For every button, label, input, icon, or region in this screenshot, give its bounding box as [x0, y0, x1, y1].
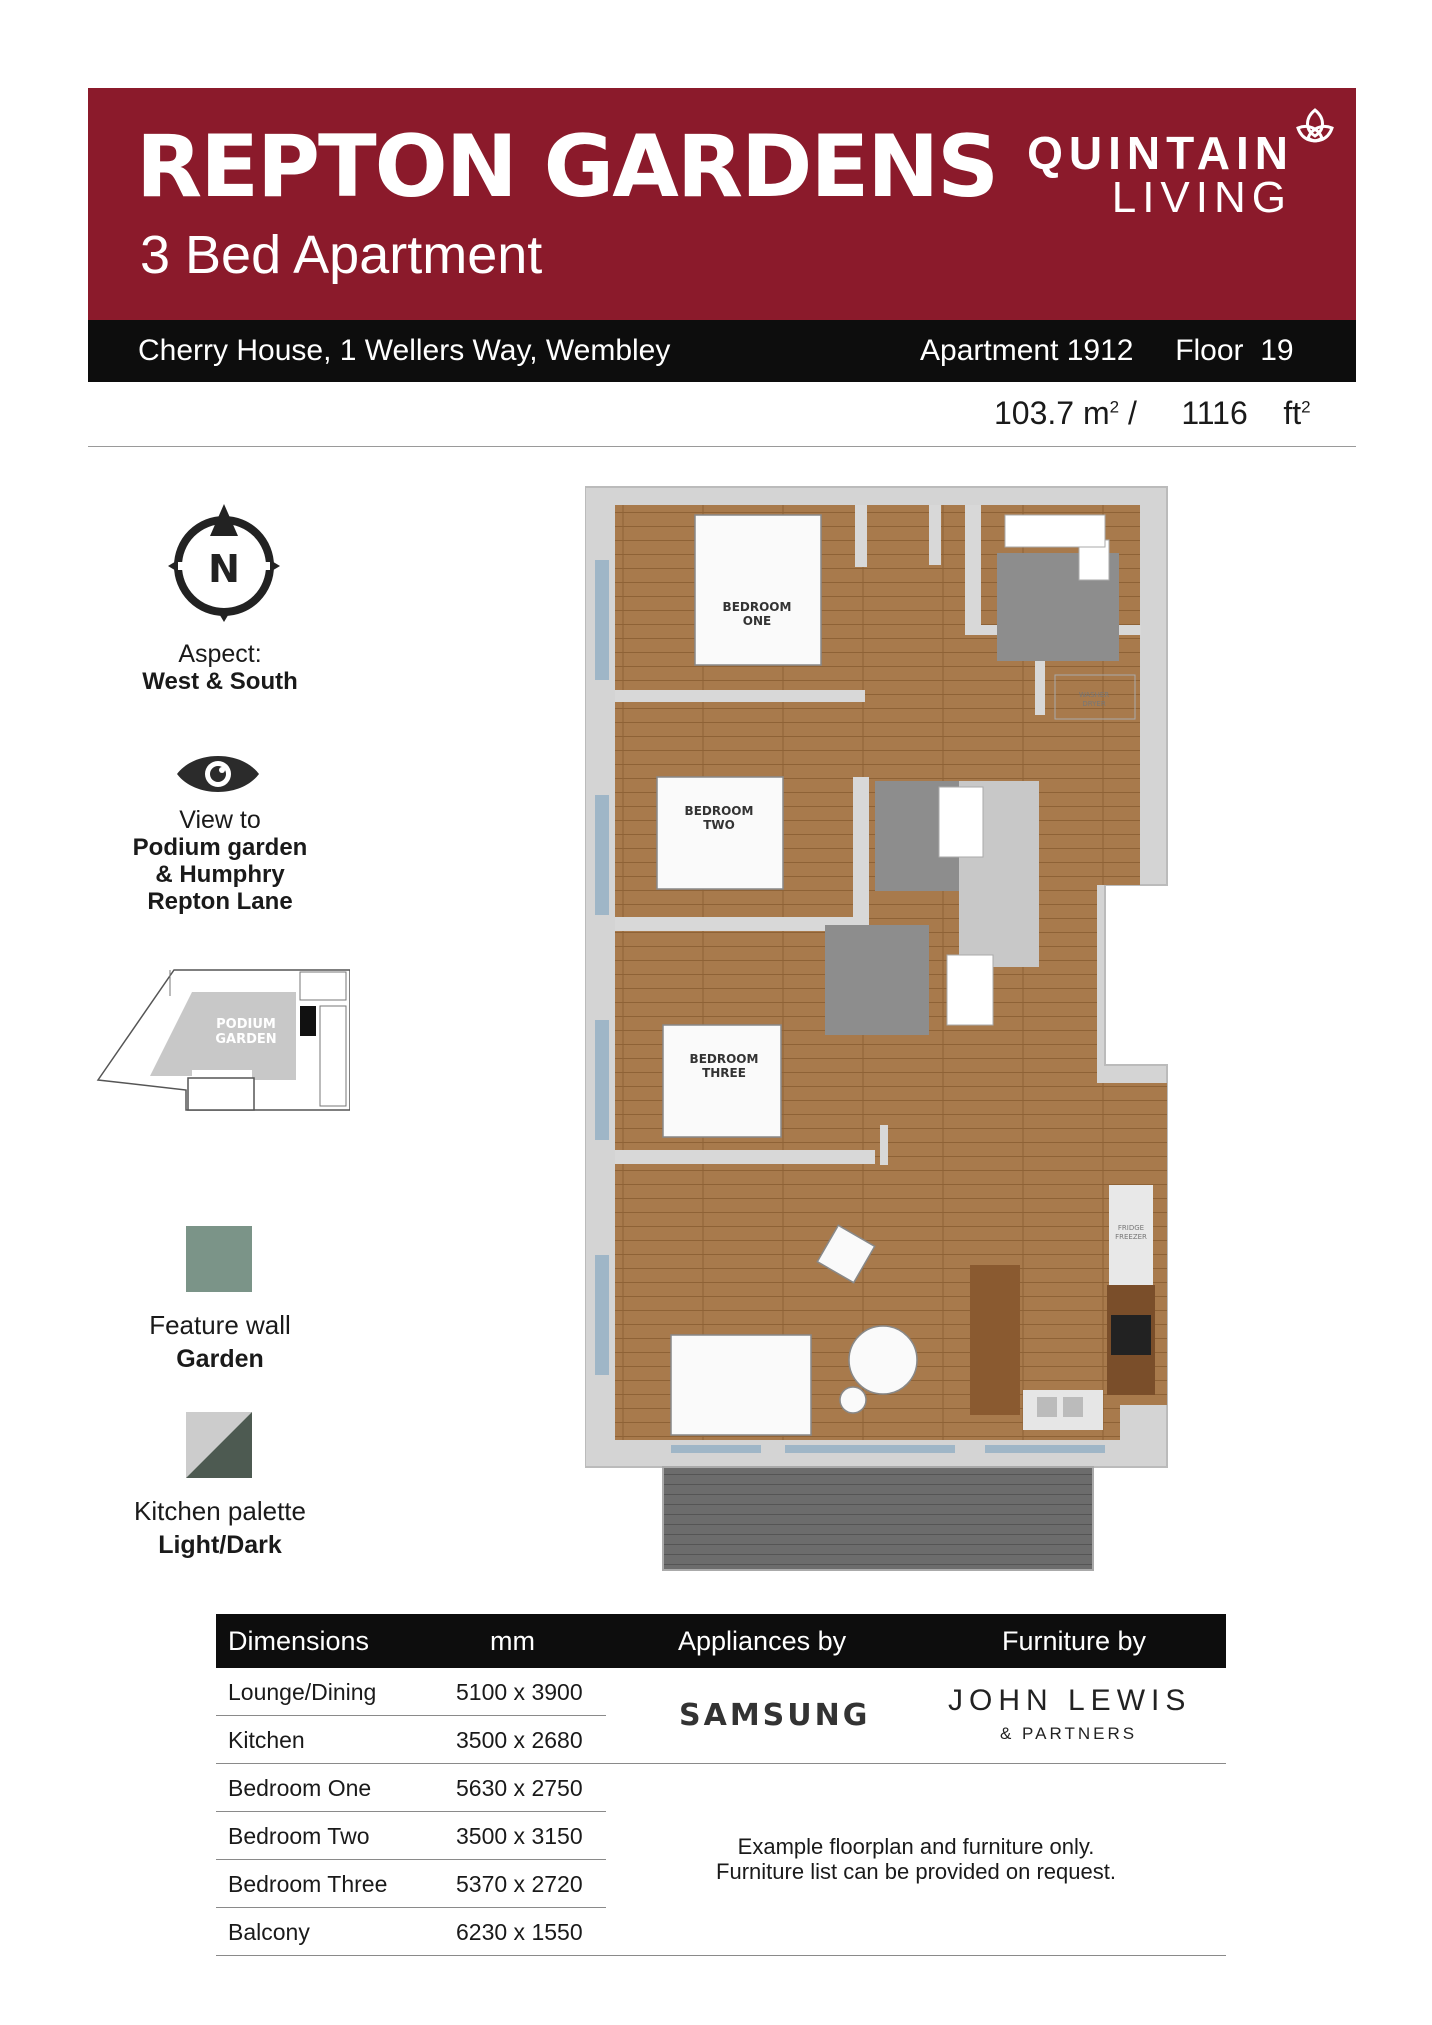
brand-logo-icon	[1292, 106, 1338, 150]
table-header	[216, 1614, 1226, 1668]
header-banner	[88, 88, 1356, 320]
development-title: REPTON GARDENS	[136, 117, 998, 217]
superscript: 2	[1109, 397, 1120, 417]
header-appliances: Appliances by	[678, 1626, 847, 1656]
address: Cherry House, 1 Wellers Way, Wembley	[138, 334, 671, 367]
key-plan-label-1: PODIUM	[216, 1017, 276, 1032]
table-row	[216, 1812, 606, 1860]
room-label-bedroom-two-2: TWO	[703, 818, 735, 832]
row-room: Kitchen	[228, 1727, 305, 1753]
apartment-number: 1912	[1066, 334, 1134, 367]
row-room: Bedroom Two	[228, 1823, 370, 1849]
eye-icon	[175, 752, 261, 796]
compass-north-icon	[168, 502, 280, 622]
feature-wall-swatch	[186, 1226, 252, 1292]
address-bar	[88, 320, 1356, 382]
header-furniture: Furniture by	[1002, 1626, 1147, 1656]
samsung-logo: SAMSUNG	[679, 1698, 871, 1733]
area-sqm-unit: m	[1082, 395, 1110, 431]
view-line-3: Repton Lane	[147, 888, 293, 915]
area-sqm: 103.7	[994, 395, 1075, 431]
key-plan-map	[96, 966, 350, 1120]
kitchen-palette-swatch	[186, 1412, 252, 1478]
washer-label-1: WASHER	[1078, 691, 1110, 699]
kitchen-palette-block	[90, 1494, 350, 1562]
floor-number: 19	[1260, 334, 1294, 367]
fridge-label-1: FRIDGE	[1117, 1224, 1145, 1232]
aspect-label: Aspect:	[178, 640, 262, 668]
brand-name: QUINTAIN	[1027, 127, 1294, 179]
room-label-bedroom-three-1: BEDROOM	[689, 1052, 759, 1066]
divider	[606, 1955, 1226, 1956]
brand-subname: LIVING	[1111, 173, 1292, 222]
row-size: 5370 x 2720	[456, 1871, 583, 1897]
feature-wall-label: Feature wall	[149, 1310, 291, 1340]
row-size: 5630 x 2750	[456, 1775, 583, 1801]
room-label-bedroom-three-2: THREE	[702, 1066, 746, 1080]
room-label-bedroom-two-1: BEDROOM	[684, 804, 754, 818]
washer-label-2: DRYER	[1082, 700, 1106, 708]
row-size: 5100 x 3900	[456, 1679, 583, 1705]
floor-plan	[585, 485, 1175, 1575]
row-room: Balcony	[228, 1919, 310, 1945]
room-label-bedroom-one-2: ONE	[742, 614, 772, 628]
table-row	[216, 1764, 606, 1812]
compass-letter: N	[208, 547, 240, 591]
divider	[88, 446, 1356, 447]
john-lewis-sublogo: & PARTNERS	[1000, 1724, 1138, 1743]
table-row	[216, 1668, 606, 1716]
floor-label: Floor	[1175, 334, 1244, 367]
apartment-type: 3 Bed Apartment	[140, 225, 543, 285]
header-dimensions: Dimensions	[228, 1626, 370, 1656]
area-readout: 103.7 $m^2$ / 1116 $ft^2$	[994, 395, 1311, 431]
view-block	[90, 806, 350, 915]
feature-wall-value: Garden	[176, 1345, 264, 1373]
dimensions-table	[216, 1614, 1226, 1945]
row-size: 6230 x 1550	[456, 1919, 583, 1945]
kitchen-palette-value: Light/Dark	[158, 1531, 282, 1559]
furniture-note	[606, 1834, 1226, 1884]
room-label-bedroom-one-1: BEDROOM	[722, 600, 792, 614]
view-line-2: & Humphry	[155, 861, 285, 888]
note-line-1: Example floorplan and furniture only.	[737, 1834, 1095, 1859]
row-size: 3500 x 2680	[456, 1727, 583, 1753]
row-room: Bedroom Three	[228, 1871, 388, 1897]
key-plan-label-2: GARDEN	[215, 1032, 277, 1047]
area-sqft-unit: ft	[1283, 395, 1302, 431]
table-row	[216, 1716, 606, 1764]
aspect-value: West & South	[142, 668, 298, 695]
view-line-1: Podium garden	[132, 834, 308, 861]
kitchen-palette-label: Kitchen palette	[133, 1496, 306, 1526]
header-mm: mm	[490, 1626, 535, 1656]
row-room: Lounge/Dining	[228, 1679, 377, 1705]
view-label: View to	[179, 806, 261, 834]
area-sqft: 1116	[1181, 395, 1248, 431]
table-row	[216, 1908, 606, 1956]
apartment-label: Apartment	[920, 334, 1059, 367]
divider	[606, 1763, 1226, 1764]
fridge-label-2: FREEZER	[1115, 1233, 1147, 1241]
table-row	[216, 1860, 606, 1908]
superscript: 2	[1301, 397, 1311, 417]
feature-wall-block	[90, 1308, 350, 1376]
aspect-block	[90, 640, 350, 695]
row-size: 3500 x 3150	[456, 1823, 583, 1849]
apartment-floor-info	[920, 334, 1294, 368]
note-line-2: Furniture list can be provided on request.	[716, 1859, 1116, 1884]
row-room: Bedroom One	[228, 1775, 372, 1801]
john-lewis-logo: JOHN LEWIS	[948, 1684, 1192, 1717]
